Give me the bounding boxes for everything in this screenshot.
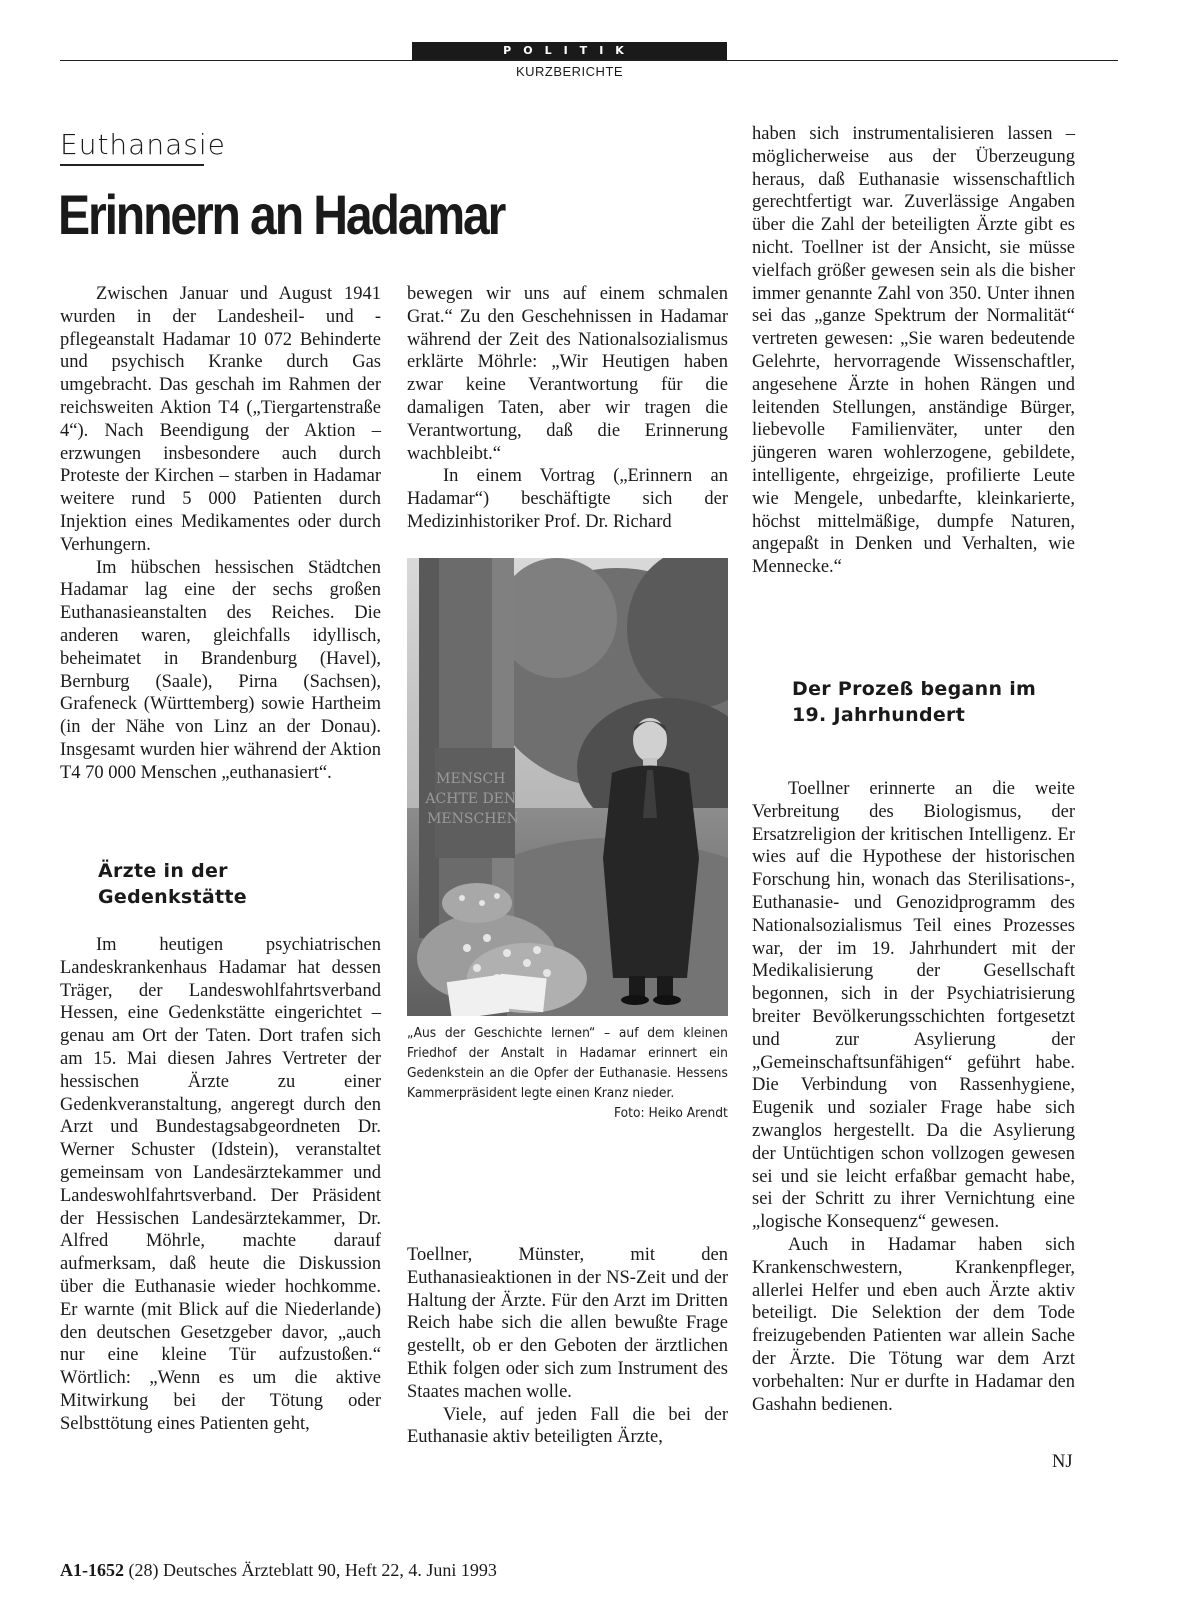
paragraph: Viele, auf jeden Fall die bei der Euthanasie aktiv beteiligten Ärzte,	[407, 1404, 728, 1448]
author-initials: NJ	[1052, 1452, 1073, 1472]
article-column-3	[752, 123, 1075, 579]
paragraph: Auch in Hadamar haben sich Krankenschwestern, Krankenpfleger, allerlei Helfer und eben auch Ärzte aktiv beteiligt. Die Selektion der dem Tode freizugebenden Patienten war allein Sache der Ärzte. Die Tötung war dem Arzt vorbehalten: Nur er durfte in Hadamar den Gashahn bedienen.	[752, 1234, 1075, 1415]
section-banner: POLITIK	[412, 42, 727, 60]
caption-text: „Aus der Geschichte lernen“ – auf dem kleinen Friedhof der Anstalt in Hadamar erinnert ein Gedenkstein an die Opfer der Euthanasie. Hessens Kammerpräsident legte einen Kranz nieder.	[407, 1026, 728, 1101]
header-rule	[60, 60, 1118, 61]
article-column-2	[407, 283, 728, 534]
memorial-photo	[407, 558, 728, 1016]
article-headline: Erinnern an Hadamar	[58, 183, 505, 246]
article-kicker: Euthanasie	[60, 128, 226, 161]
paragraph: bewegen wir uns auf einem schmalen Grat.“ Zu den Geschehnissen in Hadamar während der Zeit des Nationalsozialismus erklärte Möhrle: „Wir Heutigen haben zwar keine Verantwortung für die damaligen Taten, aber wir tragen die Verantwortung, daß die Erinnerung wachbleibt.“	[407, 284, 728, 464]
article-column-1b	[60, 934, 381, 1436]
paragraph: Im heutigen psychiatrischen Landeskrankenhaus Hadamar hat dessen Träger, der Landeswohlfahrtsverband Hessen, eine Gedenkstätte eingerichtet – genau am Ort der Taten. Dort trafen sich am 15. Mai diesen Jahres Vertreter der hessischen Ärzte zu einer Gedenkveranstaltung, angeregt durch den Arzt und Bundestagsabgeordneten Dr. Werner Schuster (Idstein), veranstaltet gemeinsam von Landesärztekammer und Landeswohlfahrtsverband. Der Präsident der Hessischen Landesärztekammer, Dr. Alfred Möhrle, machte darauf aufmerksam, daß heute die Diskussion über die Euthanasie wieder hochkomme. Er warnte (mit Blick auf die Niederlande) den deutschen Gesetzgeber davor, „auch nur eine kleine Tür aufzustoßen.“ Wörtlich: „Wenn es um die aktive Mitwirkung bei der Tötung oder Selbsttötung eines Patienten geht,	[60, 935, 381, 1434]
paragraph: Zwischen Januar und August 1941 wurden in der Landesheil- und -pflegeanstalt Hadamar 10 072 Behinderte und psychisch Kranke durch Gas umgebracht. Das geschah im Rahmen der reichsweiten Aktion T4 („Tiergartenstraße 4“). Nach Beendigung der Aktion – erzwungen insbesondere auch durch Proteste der Kirchen – starben in Hadamar weitere rund 5 000 Patienten durch Injektion eines Medikamentes oder durch Verhungern.	[60, 284, 381, 555]
subsection-label: KURZBERICHTE	[515, 64, 624, 79]
page-footer	[60, 1560, 497, 1581]
page-number: A1-1652	[60, 1560, 124, 1580]
paragraph: Toellner erinnerte an die weite Verbreitung des Biologismus, der Ersatzreligion der kritischen Intelligenz. Er wies auf die Hypothese der historischen Forschung hin, wonach das Sterilisations-, Euthanasie- und Genozidprogramm des Nationalsozialismus Teil eines Prozesses war, der im 19. Jahrhundert mit der Medikalisierung der Gesellschaft begonnen, sich in der Psychiatrisierung breiter Bevölkerungsschichten fortgesetzt und zur Asylierung der „Gemeinschaftsunfähigen“ geführt habe. Die Verbindung von Rassenhygiene, Eugenik und sozialer Frage habe sich zwanglos hergestellt. Da die Asylierung der Untüchtigen schon vollzogen gewesen sei und sie leicht erfaßbar gemacht habe, sei der Schritt zu ihrer Vernichtung eine „logische Konsequenz“ gewesen.	[752, 779, 1075, 1233]
article-column-2b	[407, 1244, 728, 1449]
photo-image	[407, 558, 728, 1016]
photo-caption	[407, 1024, 728, 1124]
subheading: Ärzte in der Gedenkstätte	[98, 860, 247, 908]
subheading: Der Prozeß begann im 19. Jahrhundert	[792, 678, 1037, 726]
paragraph: In einem Vortrag („Erinnern an Hadamar“) beschäftigte sich der Medizinhistoriker Prof. Dr. Richard	[407, 466, 728, 532]
stone-inscription: MENSCH ACHTE DEN MENSCHEN	[425, 771, 519, 827]
article-column-3b	[752, 778, 1075, 1416]
article-column-1	[60, 283, 381, 785]
kicker-underline	[60, 164, 204, 166]
photo-credit: Foto: Heiko Arendt	[614, 1106, 728, 1121]
paragraph: Im hübschen hessischen Städtchen Hadamar lag eine der sechs großen Euthanasieanstalten des Reiches. Die anderen waren, gleichfalls idyllisch, beheimatet in Brandenburg (Havel), Bernburg (Saale), Pirna (Sachsen), Grafeneck (Württemberg) sowie Hartheim (in der Nähe von Linz an der Donau). Insgesamt wurden hier während der Aktion T4 70 000 Menschen „euthanasiert“.	[60, 557, 381, 783]
paragraph: haben sich instrumentalisieren lassen – möglicherweise aus der Überzeugung heraus, daß Euthanasie wissenschaftlich gerechtfertigt war. Zuverlässige Angaben über die Zahl der beteiligten Ärzte gibt es nicht. Toellner ist der Ansicht, sie müsse vielfach größer gewesen sein als die bisher immer genannte Zahl von 350. Unter ihnen sei das „ganze Spektrum der Normalität“ vertreten gewesen: „Sie waren bedeutende Gelehrte, hervorragende Wissenschaftler, angesehene Ärzte in hohen Rängen und leitenden Stellungen, anständige Bürger, liebevolle Familienväter, unter den jüngeren waren wohlerzogene, gebildete, intelligente, ehrgeizige, profilierte Leute wie Mengele, unbedarfte, kleinkarierte, höchst mittelmäßige, dumpfe Naturen, angepaßt in Denken und Verhalten, wie Mennecke.“	[752, 124, 1075, 578]
publication-info: (28) Deutsches Ärzteblatt 90, Heft 22, 4. Juni 1993	[128, 1560, 497, 1580]
paragraph: Toellner, Münster, mit den Euthanasieaktionen in der NS-Zeit und der Haltung der Ärzte. Für den Arzt im Dritten Reich habe sich die allen bewußte Frage gestellt, ob er den Geboten der ärztlichen Ethik folgen oder sich zum Instrument des Staates machen wolle.	[407, 1245, 728, 1402]
